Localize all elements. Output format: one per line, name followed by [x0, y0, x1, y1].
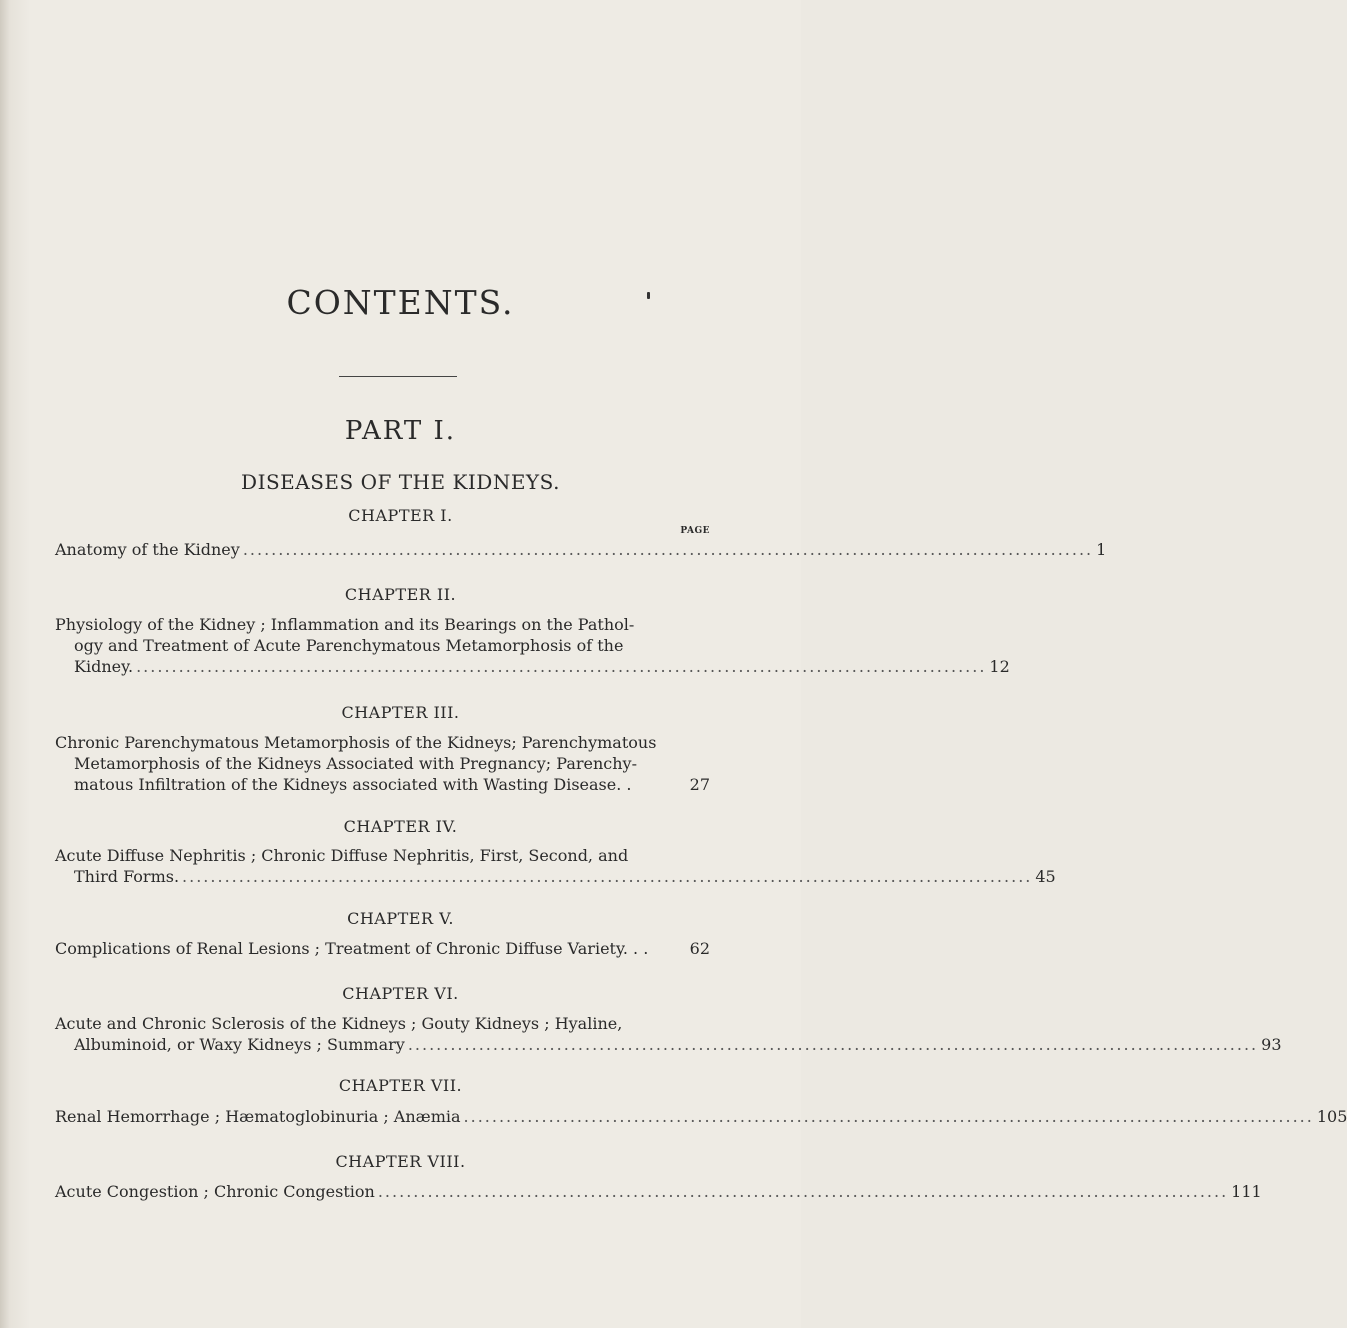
entry-text: Chronic Parenchymatous Metamorphosis of the Kidneys; Parenchymatous: [55, 733, 657, 752]
toc-entry: [55, 614, 1010, 677]
page-number: 62: [689, 939, 710, 958]
title-rule: [339, 376, 457, 377]
chapter-heading: CHAPTER I.: [348, 506, 453, 525]
chapter-heading: CHAPTER II.: [344, 585, 457, 604]
toc-entry: [55, 1181, 1262, 1202]
page-number: 12: [989, 657, 1010, 676]
page-column-label: PAGE: [680, 526, 710, 536]
chapter-heading: CHAPTER IV.: [343, 817, 458, 836]
entry-text: Complications of Renal Lesions ; Treatment of Chronic Diffuse Variety. . .: [55, 939, 649, 958]
entry-text: Kidney.: [74, 657, 134, 676]
entry-text: Renal Hemorrhage ; Hæmatoglobinuria ; Anæmia: [55, 1107, 461, 1126]
leader-dots: ........................................................................................................................: [136, 657, 987, 676]
toc-entry: [55, 732, 710, 795]
chapter-heading: CHAPTER V.: [347, 909, 454, 928]
chapter-heading: CHAPTER VI.: [342, 984, 459, 1003]
chapter-heading: CHAPTER VIII.: [335, 1152, 466, 1171]
contents-title: CONTENTS.: [286, 283, 515, 322]
leader-dots: ........................................................................................................................: [377, 1182, 1229, 1201]
entry-text: Albuminoid, or Waxy Kidneys ; Summary: [74, 1035, 405, 1054]
toc-entry: [55, 1013, 1282, 1055]
page-number: 111: [1231, 1182, 1262, 1201]
page-number: 1: [1096, 540, 1107, 559]
page-number: 27: [689, 775, 710, 794]
toc-entry: [55, 845, 1056, 887]
toc-entry: [55, 938, 710, 959]
part-subtitle: DISEASES OF THE KIDNEYS.: [241, 470, 560, 494]
entry-text: Acute Diffuse Nephritis ; Chronic Diffuse Nephritis, First, Second, and: [55, 846, 629, 865]
page-number: 105: [1316, 1107, 1347, 1126]
toc-entry: [55, 539, 1107, 560]
entry-text: Acute and Chronic Sclerosis of the Kidneys ; Gouty Kidneys ; Hyaline,: [55, 1014, 623, 1033]
leader-dots: ........................................................................................................................: [182, 867, 1033, 886]
entry-text: matous Infiltration of the Kidneys associated with Wasting Disease. .: [74, 775, 632, 794]
entry-text: Metamorphosis of the Kidneys Associated with Pregnancy; Parenchy-: [74, 754, 637, 773]
entry-text: ogy and Treatment of Acute Parenchymatous Metamorphosis of the: [74, 636, 624, 655]
leader-dots: ........................................................................................................................: [407, 1035, 1259, 1054]
entry-text: Physiology of the Kidney ; Inflammation and its Bearings on the Pathol-: [55, 615, 635, 634]
part-title: PART I.: [344, 416, 457, 446]
toc-entry: [55, 1106, 1347, 1127]
leader-dots: ........................................................................................................................: [463, 1107, 1314, 1126]
entry-text: Acute Congestion ; Chronic Congestion: [55, 1182, 375, 1201]
leader-dots: ........................................................................................................................: [242, 540, 1094, 559]
entry-text: Anatomy of the Kidney: [55, 540, 240, 559]
chapter-heading: CHAPTER VII.: [338, 1076, 463, 1095]
chapter-heading: CHAPTER III.: [341, 703, 460, 722]
entry-text: Third Forms.: [74, 867, 180, 886]
page-number: 93: [1261, 1035, 1282, 1054]
page-number: 45: [1035, 867, 1056, 886]
